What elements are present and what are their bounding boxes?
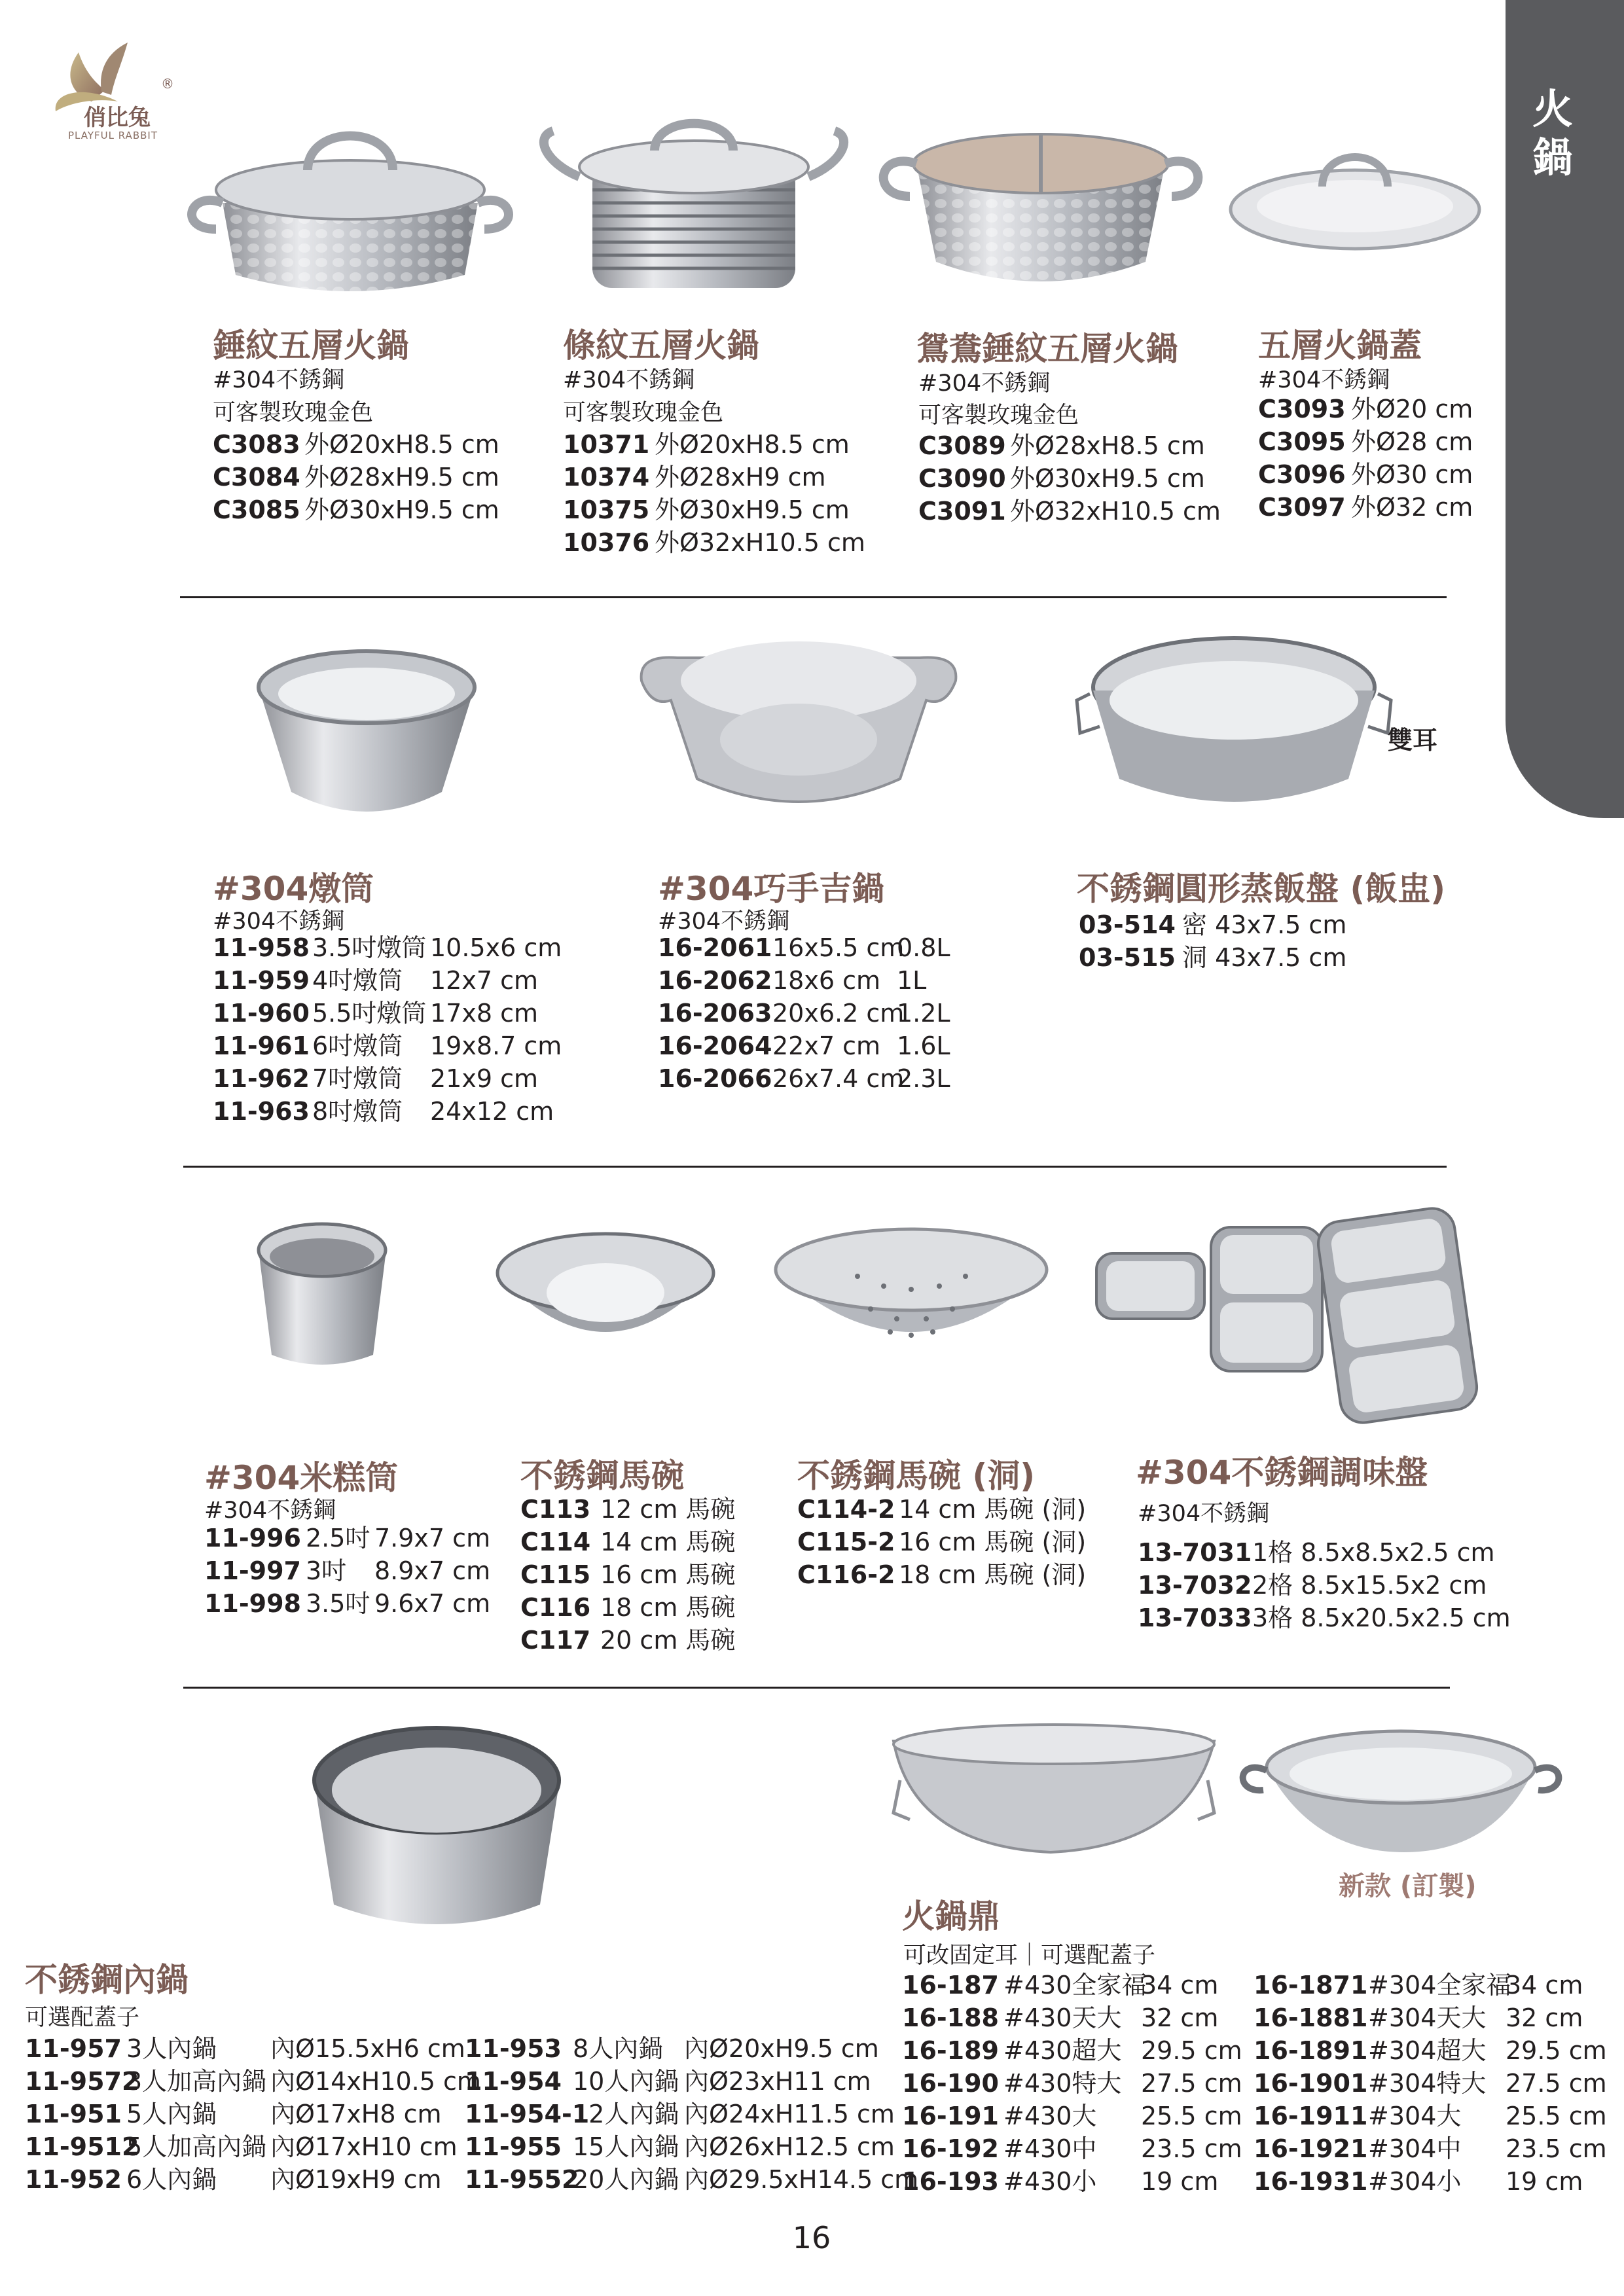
size-label: 5人內鍋 xyxy=(126,2100,217,2128)
table-row xyxy=(1079,908,1346,941)
dimension: 內Ø14xH10.5 cm xyxy=(270,2067,481,2096)
hammered-pot-title: 錘紋五層火鍋 xyxy=(213,327,409,365)
table-row xyxy=(902,2100,1242,2132)
model-code: C3084 xyxy=(213,463,300,492)
dimension: 外Ø30 cm xyxy=(1351,460,1473,489)
rice-cake-cup-icon xyxy=(252,1217,393,1371)
sauce-tray-line-1: #304不銹鋼 xyxy=(1138,1501,1270,1527)
table-row xyxy=(1258,393,1473,425)
model-code: C114-2 xyxy=(797,1495,895,1524)
table-row xyxy=(520,1526,735,1558)
grade-label: #430特大 xyxy=(1003,2069,1122,2098)
table-row xyxy=(797,1493,1086,1526)
dimension: 19 cm xyxy=(1141,2167,1219,2196)
rice-cake-cup-line-1: #304不銹鋼 xyxy=(204,1498,336,1524)
dimension: 密 43x7.5 cm xyxy=(1182,910,1347,939)
size-label: 7吋燉筒 xyxy=(312,1064,403,1093)
table-row xyxy=(658,1030,950,1062)
striped-pot-line-2: 可客製玫瑰金色 xyxy=(563,400,724,426)
table-row xyxy=(658,931,950,964)
model-code: C115 xyxy=(520,1560,591,1589)
dimension: 外Ø32xH10.5 cm xyxy=(1010,497,1221,526)
size-label: 12人內鍋 xyxy=(573,2100,679,2128)
hotpot-ding-title: 火鍋鼎 xyxy=(902,1897,1000,1935)
table-row xyxy=(465,2065,918,2098)
dimension: 24x12 cm xyxy=(430,1097,554,1126)
dimension: 17x8 cm xyxy=(430,999,539,1028)
size-label: 3.5吋燉筒 xyxy=(312,933,427,962)
dimension: 內Ø29.5xH14.5 cm xyxy=(684,2165,919,2194)
yuanyang-pot-line-2: 可客製玫瑰金色 xyxy=(918,403,1079,429)
dimension: 2格 8.5x15.5x2 cm xyxy=(1252,1571,1487,1600)
pot-lid-line-1: #304不銹鋼 xyxy=(1258,367,1390,393)
grade-label: #430天大 xyxy=(1003,2003,1122,2032)
hammered-pot-icon xyxy=(177,111,524,301)
sauce-tray-table xyxy=(1138,1536,1511,1634)
grade-label: #304全家福 xyxy=(1368,1971,1511,2000)
dimension: 外Ø32xH10.5 cm xyxy=(655,528,865,557)
grade-label: #304中 xyxy=(1368,2134,1462,2163)
model-code: 11-955 xyxy=(465,2132,562,2161)
table-row xyxy=(658,997,950,1030)
grade-label: #430大 xyxy=(1003,2102,1097,2130)
dimension: 23.5 cm xyxy=(1506,2134,1607,2163)
dimension: 26x7.4 cm xyxy=(772,1064,905,1093)
steam-tray-title: 不銹鋼圓形蒸飯盤 (飯盅) xyxy=(1077,870,1446,908)
grade-label: #304特大 xyxy=(1368,2069,1487,2098)
hammered-pot-table xyxy=(213,428,499,526)
brand-reg: ® xyxy=(161,76,174,92)
model-code: 16-1871 xyxy=(1254,1971,1368,2000)
dimension: 32 cm xyxy=(1506,2003,1583,2032)
size-label: 3人加高內鍋 xyxy=(126,2067,267,2096)
inner-pot-line-1: 可選配蓋子 xyxy=(25,2005,140,2031)
model-code: 16-1881 xyxy=(1254,2003,1368,2032)
model-code: 11-9552 xyxy=(465,2165,579,2194)
model-code: 16-1911 xyxy=(1254,2102,1368,2130)
size-label: 8人內鍋 xyxy=(573,2034,664,2063)
table-row xyxy=(1138,1536,1511,1569)
capacity: 1.2L xyxy=(897,999,950,1028)
divider-2 xyxy=(183,1166,1447,1168)
model-code: 10371 xyxy=(563,430,650,459)
table-row xyxy=(520,1591,735,1624)
inner-pot-table-right xyxy=(465,2032,918,2196)
table-row xyxy=(902,2165,1242,2198)
stew-cup-icon xyxy=(252,641,481,825)
model-code: C3090 xyxy=(918,464,1006,493)
model-code: 10374 xyxy=(563,463,650,492)
divider-1 xyxy=(180,596,1447,598)
size-label: 15人內鍋 xyxy=(573,2132,679,2161)
dimension: 21x9 cm xyxy=(430,1064,539,1093)
model-code: 11-959 xyxy=(213,966,310,995)
table-row xyxy=(902,2132,1242,2165)
grade-label: #304天大 xyxy=(1368,2003,1487,2032)
table-row xyxy=(213,997,562,1030)
dimension: 外Ø28 cm xyxy=(1351,427,1473,456)
dimension: 外Ø20 cm xyxy=(1351,395,1473,423)
dimension: 外Ø20xH8.5 cm xyxy=(304,430,499,459)
yuanyang-pot-line-1: #304不銹鋼 xyxy=(918,370,1051,397)
model-code: 13-7031 xyxy=(1138,1538,1252,1567)
model-code: C3083 xyxy=(213,430,300,459)
table-row xyxy=(658,1062,950,1095)
table-row xyxy=(1079,941,1346,974)
dimension: 洞 43x7.5 cm xyxy=(1182,943,1347,972)
side-tab-label: 火鍋 xyxy=(1532,85,1573,181)
table-row xyxy=(213,461,499,493)
model-code: C115-2 xyxy=(797,1528,895,1556)
dimension: 內Ø20xH9.5 cm xyxy=(684,2034,879,2063)
dimension: 內Ø15.5xH6 cm xyxy=(270,2034,465,2063)
dimension: 內Ø17xH8 cm xyxy=(270,2100,442,2128)
table-row xyxy=(563,461,865,493)
stew-cup-title: #304燉筒 xyxy=(213,870,374,908)
qiaoshou-pot-table xyxy=(658,931,950,1095)
size-label: 3人內鍋 xyxy=(126,2034,217,2063)
size-label: 18 cm 馬碗 (洞) xyxy=(899,1560,1087,1589)
table-row xyxy=(1254,2165,1607,2198)
model-code: C3095 xyxy=(1258,427,1346,456)
size-label: 18 cm 馬碗 xyxy=(600,1593,736,1622)
basin-holes-title: 不銹鋼馬碗 (洞) xyxy=(797,1457,1036,1495)
table-row xyxy=(563,428,865,461)
table-row xyxy=(1258,458,1473,491)
model-code: 13-7032 xyxy=(1138,1571,1252,1600)
model-code: 13-7033 xyxy=(1138,1604,1252,1632)
basin-title: 不銹鋼馬碗 xyxy=(520,1457,684,1495)
brand-sub: PLAYFUL RABBIT xyxy=(68,130,158,141)
hotpot-ding-line-1: 可改固定耳｜可選配蓋子 xyxy=(903,1943,1156,1969)
striped-pot-line-1: #304不銹鋼 xyxy=(563,367,695,393)
grade-label: #304超大 xyxy=(1368,2036,1487,2065)
striped-pot-table xyxy=(563,428,865,559)
model-code: 11-996 xyxy=(204,1524,301,1552)
table-row xyxy=(658,964,950,997)
dimension: 8.9x7 cm xyxy=(374,1556,491,1585)
size-label: 10人內鍋 xyxy=(573,2067,679,2096)
size-label: 12 cm 馬碗 xyxy=(600,1495,736,1524)
model-code: 16-192 xyxy=(902,2134,999,2163)
table-row xyxy=(563,526,865,559)
table-row xyxy=(1254,2100,1607,2132)
pot-lid-title: 五層火鍋蓋 xyxy=(1258,327,1422,365)
table-row xyxy=(1138,1569,1511,1602)
qiaoshou-pot-title: #304巧手吉鍋 xyxy=(658,870,885,908)
model-code: 11-954-1 xyxy=(465,2100,590,2128)
table-row xyxy=(213,1030,562,1062)
model-code: 16-189 xyxy=(902,2036,999,2065)
hotpot-ding-icon xyxy=(893,1721,1571,1865)
dimension: 27.5 cm xyxy=(1506,2069,1607,2098)
table-row xyxy=(918,462,1221,495)
table-row xyxy=(563,493,865,526)
dimension: 內Ø26xH12.5 cm xyxy=(684,2132,895,2161)
dimension: 外Ø20xH8.5 cm xyxy=(655,430,850,459)
table-row xyxy=(1254,2132,1607,2165)
table-row xyxy=(797,1558,1086,1591)
table-row xyxy=(465,2098,918,2130)
inner-pot-table-left xyxy=(25,2032,481,2196)
dimension: 34 cm xyxy=(1141,1971,1219,2000)
basin-icon xyxy=(494,1227,717,1368)
table-row xyxy=(204,1522,490,1554)
model-code: 11-961 xyxy=(213,1031,310,1060)
table-row xyxy=(25,2130,481,2163)
model-code: C116-2 xyxy=(797,1560,895,1589)
model-code: C116 xyxy=(520,1593,591,1622)
hotpot-ding-new-note: 新款 (訂製) xyxy=(1339,1871,1477,1901)
table-row xyxy=(1254,2067,1607,2100)
capacity: 0.8L xyxy=(897,933,950,962)
table-row xyxy=(213,1062,562,1095)
size-label: 5.5吋燉筒 xyxy=(312,999,427,1028)
rice-cake-cup-title: #304米糕筒 xyxy=(204,1459,399,1497)
table-row xyxy=(25,2032,481,2065)
qiaoshou-pot-line-1: #304不銹鋼 xyxy=(658,908,790,935)
dimension: 外Ø30xH9.5 cm xyxy=(1010,464,1205,493)
grade-label: #430全家福 xyxy=(1003,1971,1147,2000)
dimension: 20x6.2 cm xyxy=(772,999,905,1028)
basin-table xyxy=(520,1493,735,1657)
grade-label: #430超大 xyxy=(1003,2036,1122,2065)
colander-icon xyxy=(772,1224,1051,1368)
model-code: 03-514 xyxy=(1079,910,1176,939)
capacity: 1L xyxy=(897,966,927,995)
table-row xyxy=(902,2067,1242,2100)
model-code: 11-963 xyxy=(213,1097,310,1126)
capacity: 2.3L xyxy=(897,1064,950,1093)
model-code: 11-9512 xyxy=(25,2132,139,2161)
model-code: C3093 xyxy=(1258,395,1346,423)
model-code: 16-191 xyxy=(902,2102,999,2130)
grade-label: #304大 xyxy=(1368,2102,1462,2130)
size-label: 16 cm 馬碗 (洞) xyxy=(899,1528,1087,1556)
table-row xyxy=(918,429,1221,462)
inner-pot-title: 不銹鋼內鍋 xyxy=(25,1961,189,1999)
model-code: 16-2066 xyxy=(658,1064,772,1093)
dimension: 29.5 cm xyxy=(1506,2036,1607,2065)
dimension: 外Ø28xH9 cm xyxy=(655,463,826,492)
model-code: C114 xyxy=(520,1528,591,1556)
basin-holes-table xyxy=(797,1493,1086,1591)
model-code: 16-190 xyxy=(902,2069,999,2098)
dimension: 12x7 cm xyxy=(430,966,539,995)
dimension: 9.6x7 cm xyxy=(374,1589,491,1618)
capacity: 1.6L xyxy=(897,1031,950,1060)
dimension: 7.9x7 cm xyxy=(374,1524,491,1552)
dimension: 內Ø23xH11 cm xyxy=(684,2067,871,2096)
table-row xyxy=(213,1095,562,1128)
dimension: 內Ø17xH10 cm xyxy=(270,2132,458,2161)
qiaoshou-pot-icon xyxy=(638,628,959,818)
table-row xyxy=(465,2163,918,2196)
dimension: 10.5x6 cm xyxy=(430,933,562,962)
pot-lid-table xyxy=(1258,393,1473,524)
model-code: 16-2063 xyxy=(658,999,772,1028)
model-code: 03-515 xyxy=(1079,943,1176,972)
dimension: 25.5 cm xyxy=(1141,2102,1242,2130)
table-row xyxy=(465,2032,918,2065)
model-code: 11-997 xyxy=(204,1556,301,1585)
dimension: 27.5 cm xyxy=(1141,2069,1242,2098)
table-row xyxy=(902,2034,1242,2067)
table-row xyxy=(213,493,499,526)
size-label: 3吋 xyxy=(306,1556,347,1585)
dimension: 3格 8.5x20.5x2.5 cm xyxy=(1252,1604,1511,1632)
model-code: C3096 xyxy=(1258,460,1346,489)
table-row xyxy=(25,2163,481,2196)
hammered-pot-line-1: #304不銹鋼 xyxy=(213,367,345,393)
dimension: 34 cm xyxy=(1506,1971,1583,2000)
dimension: 32 cm xyxy=(1141,2003,1219,2032)
dimension: 內Ø19xH9 cm xyxy=(270,2165,442,2194)
dimension: 外Ø28xH8.5 cm xyxy=(1010,431,1205,460)
table-row xyxy=(25,2098,481,2130)
model-code: 16-188 xyxy=(902,2003,999,2032)
table-row xyxy=(902,1969,1242,2001)
table-row xyxy=(213,931,562,964)
grade-label: #304小 xyxy=(1368,2167,1462,2196)
dimension: 19 cm xyxy=(1506,2167,1583,2196)
table-row xyxy=(213,964,562,997)
rice-cake-cup-table xyxy=(204,1522,490,1620)
model-code: 11-953 xyxy=(465,2034,562,2063)
model-code: 11-9572 xyxy=(25,2067,139,2096)
divider-3 xyxy=(183,1687,1450,1689)
grade-label: #430中 xyxy=(1003,2134,1097,2163)
model-code: C117 xyxy=(520,1626,591,1655)
dimension: 外Ø30xH9.5 cm xyxy=(655,495,850,524)
dimension: 外Ø30xH9.5 cm xyxy=(304,495,499,524)
model-code: 11-952 xyxy=(25,2165,122,2194)
hotpot-ding-table-left xyxy=(902,1969,1242,2198)
brand-name: 俏比兔 xyxy=(84,105,151,131)
steam-tray-icon xyxy=(1074,628,1394,825)
model-code: 16-2062 xyxy=(658,966,772,995)
dimension: 23.5 cm xyxy=(1141,2134,1242,2163)
model-code: 16-1901 xyxy=(1254,2069,1368,2098)
model-code: 11-957 xyxy=(25,2034,122,2063)
table-row xyxy=(902,2001,1242,2034)
hotpot-ding-table-right xyxy=(1254,1969,1607,2198)
striped-pot-icon xyxy=(527,105,861,301)
model-code: 16-193 xyxy=(902,2167,999,2196)
table-row xyxy=(520,1624,735,1657)
table-row xyxy=(1254,2001,1607,2034)
sauce-tray-icon xyxy=(1093,1214,1473,1424)
table-row xyxy=(918,495,1221,528)
table-row xyxy=(204,1587,490,1620)
dimension: 25.5 cm xyxy=(1506,2102,1607,2130)
table-row xyxy=(213,428,499,461)
table-row xyxy=(1254,2034,1607,2067)
dimension: 外Ø28xH9.5 cm xyxy=(304,463,499,492)
model-code: 16-1931 xyxy=(1254,2167,1368,2196)
size-label: 4吋燉筒 xyxy=(312,966,403,995)
table-row xyxy=(1138,1602,1511,1634)
hammered-pot-line-2: 可客製玫瑰金色 xyxy=(213,400,374,426)
table-row xyxy=(520,1493,735,1526)
size-label: 8吋燉筒 xyxy=(312,1097,403,1126)
model-code: 16-2064 xyxy=(658,1031,772,1060)
dimension: 內Ø24xH11.5 cm xyxy=(684,2100,895,2128)
table-row xyxy=(1258,491,1473,524)
model-code: 11-951 xyxy=(25,2100,122,2128)
size-label: 16 cm 馬碗 xyxy=(600,1560,736,1589)
model-code: 11-998 xyxy=(204,1589,301,1618)
model-code: C3091 xyxy=(918,497,1006,526)
dimension: 16x5.5 cm xyxy=(772,933,905,962)
size-label: 3.5吋 xyxy=(306,1589,370,1618)
table-row xyxy=(520,1558,735,1591)
dimension: 外Ø32 cm xyxy=(1351,493,1473,522)
model-code: 16-1921 xyxy=(1254,2134,1368,2163)
steam-tray-table xyxy=(1079,908,1346,974)
table-row xyxy=(465,2130,918,2163)
page-number: 16 xyxy=(792,2220,831,2255)
model-code: 11-960 xyxy=(213,999,310,1028)
grade-label: #430小 xyxy=(1003,2167,1097,2196)
dimension: 19x8.7 cm xyxy=(430,1031,562,1060)
dimension: 18x6 cm xyxy=(772,966,881,995)
model-code: 16-2061 xyxy=(658,933,772,962)
size-label: 14 cm 馬碗 xyxy=(600,1528,736,1556)
model-code: 16-187 xyxy=(902,1971,999,2000)
stew-cup-line-1: #304不銹鋼 xyxy=(213,908,345,935)
model-code: 11-962 xyxy=(213,1064,310,1093)
model-code: C113 xyxy=(520,1495,591,1524)
table-row xyxy=(1254,1969,1607,2001)
size-label: 14 cm 馬碗 (洞) xyxy=(899,1495,1087,1524)
model-code: C3085 xyxy=(213,495,300,524)
dimension: 29.5 cm xyxy=(1141,2036,1242,2065)
dimension: 22x7 cm xyxy=(772,1031,881,1060)
model-code: C3089 xyxy=(918,431,1006,460)
sauce-tray-title: #304不銹鋼調味盤 xyxy=(1136,1454,1428,1492)
size-label: 6吋燉筒 xyxy=(312,1031,403,1060)
model-code: C3097 xyxy=(1258,493,1346,522)
size-label: 2.5吋 xyxy=(306,1524,370,1552)
model-code: 16-1891 xyxy=(1254,2036,1368,2065)
inner-pot-icon xyxy=(308,1715,566,1934)
striped-pot-title: 條紋五層火鍋 xyxy=(563,327,759,365)
table-row xyxy=(797,1526,1086,1558)
size-label: 5人加高內鍋 xyxy=(126,2132,267,2161)
size-label: 20人內鍋 xyxy=(573,2165,679,2194)
yuanyang-pot-table xyxy=(918,429,1221,528)
model-code: 10375 xyxy=(563,495,650,524)
stew-cup-table xyxy=(213,931,562,1128)
pot-lid-icon xyxy=(1224,137,1486,255)
table-row xyxy=(1258,425,1473,458)
model-code: 11-954 xyxy=(465,2067,562,2096)
model-code: 11-958 xyxy=(213,933,310,962)
yuanyang-pot-icon xyxy=(864,124,1218,301)
table-row xyxy=(25,2065,481,2098)
model-code: 10376 xyxy=(563,528,650,557)
table-row xyxy=(204,1554,490,1587)
steam-tray-ear-note: 雙耳 xyxy=(1388,726,1438,755)
size-label: 6人內鍋 xyxy=(126,2165,217,2194)
yuanyang-pot-title: 鴛鴦錘紋五層火鍋 xyxy=(916,330,1178,368)
size-label: 20 cm 馬碗 xyxy=(600,1626,736,1655)
dimension: 1格 8.5x8.5x2.5 cm xyxy=(1252,1538,1495,1567)
